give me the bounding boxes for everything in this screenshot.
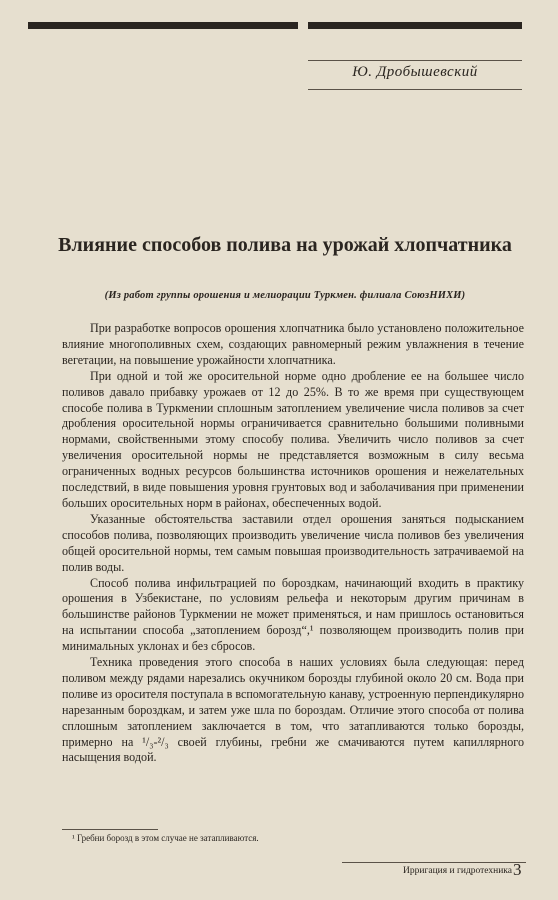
paragraph: Способ полива инфильтрацией по бороздкам, начинающий входить в практику орошения в Узбекистане, по условиям рельефа и некоторым другим причинам в большинстве районов Туркмении не может применяться, и нам пришлось остановиться на испытании способа „затоплением борозд“,¹ позволяющем производить полив при минимальных уклонах и без сбросов. <box>62 575 524 654</box>
author-name: Ю. Дробышевский <box>352 64 478 80</box>
journal-name: Ирригация и гидротехника <box>403 866 512 876</box>
paragraph: При разработке вопросов орошения хлопчатника было установлено положительное влияние многополивных схем, создающих равномерный режим увлажнения в течение вегетации, на повышение урожайности хлопчатника. <box>62 321 524 367</box>
article-subtitle: (Из работ группы орошения и мелиорации Туркмен. филиала СоюзНИХИ) <box>104 290 466 301</box>
paragraph: При одной и той же оросительной норме одно дробление ее на большее число поливов давало прибавку урожаев от 12 до 25%. В то же время при существующем способе полива в Туркмении сплошным затоплением увеличение числа поливов за счет дробления оросительной нормы ограничивается сравнительно большими поливными нормами, свойственными этому способу полива. Увеличить число поливов за счет увеличения оросительной нормы не представляется возможным в силу весьма ограниченных водных ресурсов большинства источников орошения и нежелательных последствий, в виде повышения уровня грунтовых вод и заболачивания при применении больших оросительных норм в районах, обеспеченных водой. <box>62 368 524 510</box>
article-title: Влияние способов полива на урожай хлопчатника <box>58 234 512 256</box>
paragraph: Техника проведения этого способа в наших условиях была следующая: перед поливом между рядами нарезались окучником борозды глубиной около 20 см. Вода при поливе из оросителя поступала в вспомогательную канаву, устроенную перпендикулярно нарезанным бороздкам, и затем уже шла по бороздам. Отличие этого способа от полива сплошным затоплением заключается в том, что затапливаются только борозды, примерно на ¹/₃-²/₃ своей глубины, гребни же смачиваются путем капиллярного насыщения водой. <box>62 655 524 765</box>
footer-divider <box>342 862 526 863</box>
article-body <box>62 321 524 766</box>
header-rule-left <box>28 22 298 29</box>
paragraph: Указанные обстоятельства заставили отдел орошения заняться подысканием способов полива, позволяющих производить увеличение числа поливов без увеличения общей оросительной нормы, тем самым повышая производительность затрачиваемой на полив воды. <box>62 511 524 574</box>
footnote: ¹ Гребни борозд в этом случае не затапливаются. <box>72 833 259 843</box>
header-rule-right <box>308 22 522 29</box>
footnote-divider <box>62 829 158 830</box>
page-number: 3 <box>513 860 522 879</box>
